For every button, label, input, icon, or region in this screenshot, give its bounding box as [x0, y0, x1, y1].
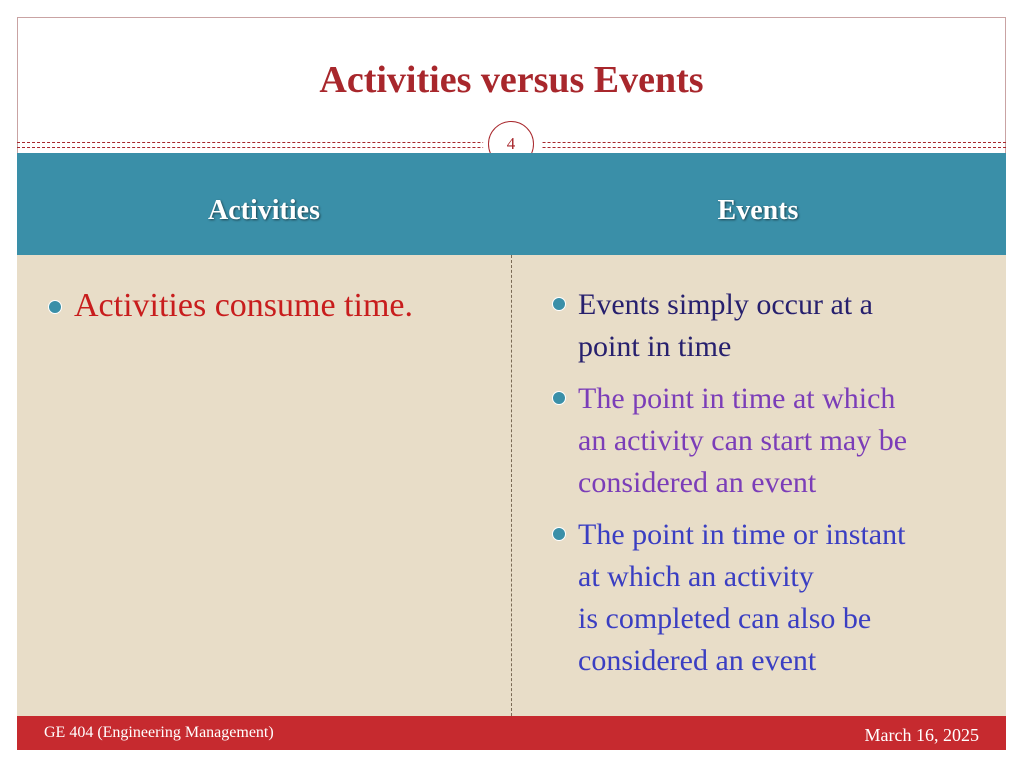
slide-title: Activities versus Events — [319, 59, 704, 101]
footer-course: GE 404 (Engineering Management) — [44, 724, 274, 741]
footer-bar — [17, 716, 1006, 750]
header-events: Events — [717, 195, 799, 226]
event-line: an activity can start may be — [578, 424, 908, 457]
column-divider — [511, 255, 512, 716]
activities-list — [46, 284, 501, 328]
list-item — [550, 378, 990, 504]
bullet-icon — [49, 301, 61, 313]
events-list — [550, 284, 990, 682]
event-line: considered an event — [578, 644, 817, 677]
list-item — [46, 284, 501, 328]
event-line: considered an event — [578, 466, 817, 499]
header-activities: Activities — [208, 195, 320, 226]
event-line: The point in time or instant — [578, 518, 906, 551]
event-line: Events simply occur at a — [578, 288, 873, 321]
list-item — [550, 284, 990, 368]
event-line: is completed can also be — [578, 602, 872, 635]
table-header-row — [17, 153, 1006, 255]
bullet-icon — [553, 528, 565, 540]
activities-cell — [46, 284, 501, 338]
slide-number: 4 — [488, 121, 534, 167]
event-line: The point in time at which — [578, 382, 896, 415]
bullet-icon — [553, 392, 565, 404]
event-line: point in time — [578, 330, 732, 363]
activities-item-text: Activities consume time. — [74, 287, 413, 324]
list-item — [550, 514, 990, 682]
event-line: at which an activity — [578, 560, 814, 593]
bullet-icon — [553, 298, 565, 310]
footer-date: March 16, 2025 — [864, 725, 979, 745]
events-cell — [550, 284, 990, 692]
